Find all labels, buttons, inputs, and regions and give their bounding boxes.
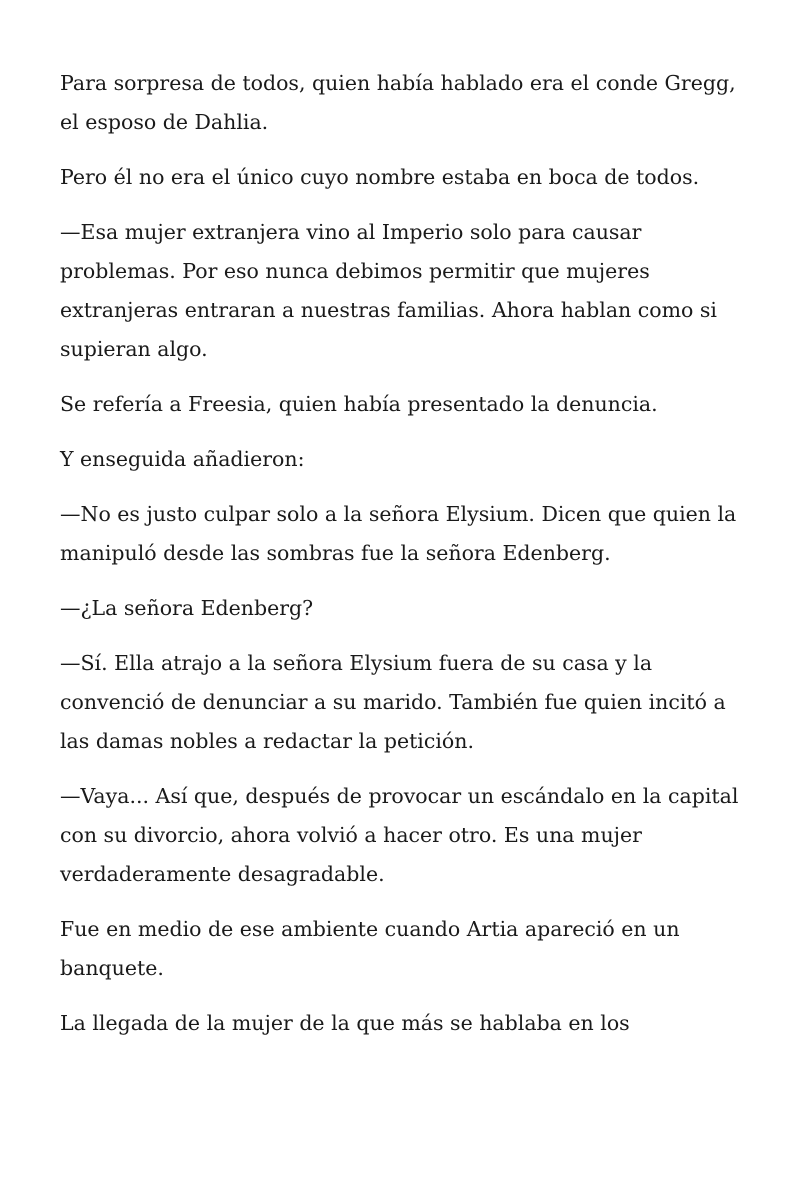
- paragraph: —Sí. Ella atrajo a la señora Elysium fuera de su casa y la convenció de denunciar a su marido. También fue quien incitó a las damas nobles a redactar la petición.: [60, 651, 726, 753]
- paragraph: —¿La señora Edenberg?: [60, 596, 314, 620]
- paragraph: Pero él no era el único cuyo nombre estaba en boca de todos.: [60, 165, 700, 189]
- paragraph: —No es justo culpar solo a la señora Elysium. Dicen que quien la manipuló desde las sombras fue la señora Edenberg.: [60, 502, 737, 565]
- paragraph: Se refería a Freesia, quien había presentado la denuncia.: [60, 392, 658, 416]
- paragraph: —Vaya... Así que, después de provocar un escándalo en la capital con su divorcio, ahora volvió a hacer otro. Es una mujer verdaderamente desagradable.: [60, 784, 739, 886]
- reading-page: [60, 64, 750, 1059]
- paragraph: —Esa mujer extranjera vino al Imperio solo para causar problemas. Por eso nunca debimos permitir que mujeres extranjeras entraran a nuestras familias. Ahora hablan como si supieran algo.: [60, 220, 717, 361]
- paragraph: Y enseguida añadieron:: [60, 447, 305, 471]
- paragraph: Fue en medio de ese ambiente cuando Artia apareció en un banquete.: [60, 917, 680, 980]
- paragraph: Para sorpresa de todos, quien había hablado era el conde Gregg, el esposo de Dahlia.: [60, 71, 736, 134]
- paragraph: La llegada de la mujer de la que más se hablaba en los: [60, 1011, 630, 1035]
